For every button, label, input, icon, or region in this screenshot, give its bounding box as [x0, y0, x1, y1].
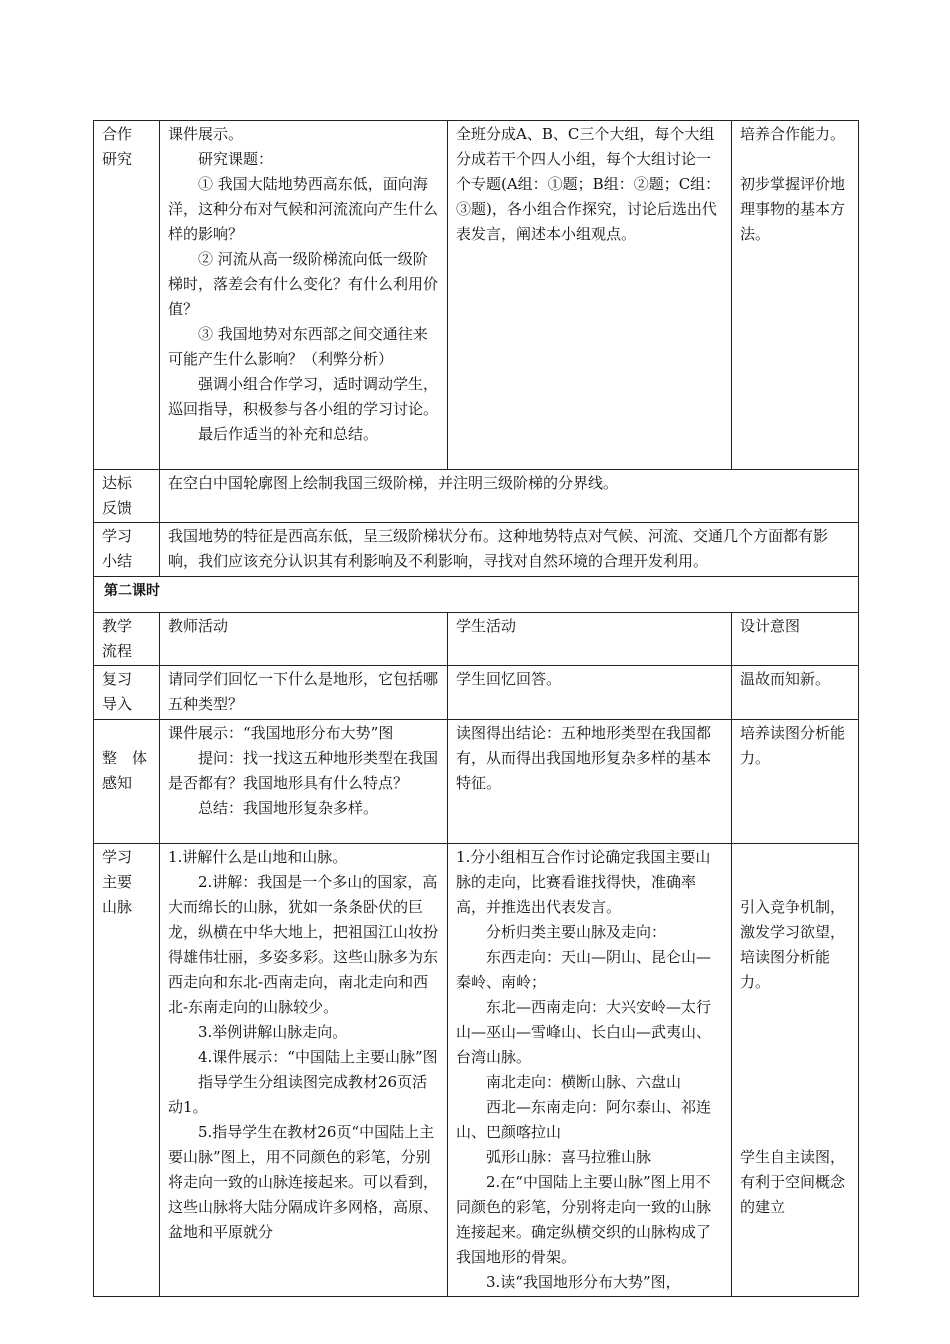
stage-cell — [94, 720, 160, 844]
row-learning-summary — [94, 523, 859, 577]
stage-label-line: 整 体 — [102, 749, 148, 767]
student-line: 弧形山脉：喜马拉雅山脉 — [486, 1148, 652, 1166]
summary-text: 我国地势的特征是西高东低，呈三级阶梯状分布。这种地势特点对气候、河流、交通几个方面都有影响，我们应该充分认识其有利影响及不利影响，寻找对自然环境的合理开发利用。 — [168, 527, 829, 570]
stage-label-line: 合作 — [102, 125, 133, 143]
header-stage-line: 教学 — [102, 617, 133, 635]
student-line: 东西走向：天山—阴山、昆仑山—秦岭、南岭； — [456, 948, 712, 991]
summary-content-cell — [160, 523, 859, 577]
teacher-activity-cell — [160, 121, 448, 470]
stage-label-line: 小结 — [102, 552, 133, 570]
assessment-content-cell — [160, 470, 859, 523]
teacher-line: 课件展示。 — [168, 125, 244, 143]
stage-cell — [94, 470, 160, 523]
stage-label-line: 导入 — [102, 695, 133, 713]
stage-label-line: 山脉 — [102, 898, 133, 916]
student-line: 3.读“我国地形分布大势”图， — [486, 1273, 681, 1291]
teacher-line: 最后作适当的补充和总结。 — [198, 425, 379, 443]
teacher-line: ① 我国大陆地势西高东低，面向海洋，这种分布对气候和河流流向产生什么样的影响？ — [168, 175, 439, 243]
teacher-line: 指导学生分组读图完成教材26页活动1。 — [168, 1073, 428, 1116]
design-intent-cell — [732, 844, 859, 1297]
student-text: 学生回忆回答。 — [456, 670, 562, 688]
intent-line: 初步掌握评价地理事物的基本方法。 — [740, 175, 846, 243]
teacher-line: 1.讲解什么是山地和山脉。 — [168, 848, 348, 866]
student-activity-cell — [448, 720, 732, 844]
section-title-cell — [94, 577, 859, 613]
student-activity-cell — [448, 666, 732, 720]
design-intent-cell — [732, 720, 859, 844]
intent-line: 引入竞争机制，激发学习欲望，培读图分析能力。 — [740, 898, 846, 991]
student-line: 南北走向：横断山脉、六盘山 — [486, 1073, 682, 1091]
section-title: 第二课时 — [104, 583, 160, 599]
row-overall-perception — [94, 720, 859, 844]
row-column-headers — [94, 613, 859, 666]
teacher-activity-cell — [160, 666, 448, 720]
stage-label-line: 复习 — [102, 670, 133, 688]
stage-label-line: 主要 — [102, 873, 133, 891]
row-cooperative-research — [94, 121, 859, 470]
teacher-line: ③ 我国地势对东西部之间交通往来可能产生什么影响？（利弊分析） — [168, 325, 428, 368]
teacher-line: 强调小组合作学习，适时调动学生，巡回指导，积极参与各小组的学习讨论。 — [168, 375, 439, 418]
teacher-line: 5.指导学生在教材26页“中国陆上主要山脉”图上，用不同颜色的彩笔，分别将走向一致的山脉连接起来。可以看到，这些山脉将大陆分隔成许多网格，高原、盆地和平原就分 — [168, 1123, 439, 1241]
row-review-intro — [94, 666, 859, 720]
teacher-text: 请同学们回忆一下什么是地形，它包括哪五种类型？ — [168, 670, 439, 713]
teacher-activity-cell — [160, 720, 448, 844]
row-section-title — [94, 577, 859, 613]
header-stage-cell — [94, 613, 160, 666]
teacher-line: 提问：找一找这五种地形类型在我国是否都有？我国地形具有什么特点？ — [168, 749, 439, 792]
stage-cell — [94, 844, 160, 1297]
stage-label-line: 研究 — [102, 150, 133, 168]
teacher-line: 课件展示：“我国地形分布大势”图 — [168, 724, 394, 742]
header-teacher: 教师活动 — [160, 613, 448, 666]
row-main-mountains — [94, 844, 859, 1297]
stage-label-line: 感知 — [102, 774, 133, 792]
lesson-plan-table — [93, 120, 859, 1297]
stage-label-line: 达标 — [102, 474, 133, 492]
stage-label-line: 反馈 — [102, 499, 133, 517]
header-intent: 设计意图 — [732, 613, 859, 666]
stage-cell — [94, 666, 160, 720]
design-intent-cell — [732, 121, 859, 470]
student-line: 1.分小组相互合作讨论确定我国主要山脉的走向，比赛看谁找得快，准确率高，并推选出代表发言。 — [456, 848, 711, 916]
row-assessment-feedback — [94, 470, 859, 523]
student-activity-cell — [448, 121, 732, 470]
student-text: 全班分成A、B、C三个大组，每个大组分成若干个四人小组，每个大组讨论一个专题(A组：①题；B组：②题；C组：③题)，各小组合作探究，讨论后选出代表发言，阐述本小组观点。 — [456, 125, 721, 243]
header-student: 学生活动 — [448, 613, 732, 666]
design-intent-cell — [732, 666, 859, 720]
teacher-line: 3.举例讲解山脉走向。 — [198, 1023, 348, 1041]
header-stage-line: 流程 — [102, 642, 133, 660]
teacher-line: 4.课件展示：“中国陆上主要山脉”图 — [198, 1048, 438, 1066]
stage-label-line: 学习 — [102, 527, 133, 545]
stage-cell — [94, 523, 160, 577]
student-activity-cell — [448, 844, 732, 1297]
teacher-line: 研究课题： — [198, 150, 274, 168]
teacher-line: ② 河流从高一级阶梯流向低一级阶梯时，落差会有什么变化？有什么利用价值？ — [168, 250, 439, 318]
student-line: 分析归类主要山脉及走向： — [486, 923, 667, 941]
student-line: 2.在“中国陆上主要山脉”图上用不同颜色的彩笔，分别将走向一致的山脉连接起来。确定纵横交织的山脉构成了我国地形的骨架。 — [456, 1173, 712, 1266]
stage-cell — [94, 121, 160, 470]
intent-text: 培养读图分析能力。 — [740, 724, 846, 767]
student-line: 西北—东南走向：阿尔泰山、祁连山、巴颜喀拉山 — [456, 1098, 712, 1141]
teacher-activity-cell — [160, 844, 448, 1297]
teacher-line: 2.讲解：我国是一个多山的国家，高大而绵长的山脉，犹如一条条卧伏的巨龙，纵横在中华大地上，把祖国江山妆扮得雄伟壮丽，多姿多彩。这些山脉多为东西走向和东北-西南走向，南北走向和西北-东南走向的山脉较少。 — [168, 873, 439, 1016]
intent-text: 温故而知新。 — [740, 670, 831, 688]
student-text: 读图得出结论：五种地形类型在我国都有，从而得出我国地形复杂多样的基本特征。 — [456, 724, 712, 792]
teacher-line: 总结：我国地形复杂多样。 — [198, 799, 379, 817]
stage-label-line: 学习 — [102, 848, 133, 866]
intent-line: 培养合作能力。 — [740, 125, 846, 143]
student-line: 东北—西南走向：大兴安岭—太行山—巫山—雪峰山、长白山—武夷山、台湾山脉。 — [456, 998, 712, 1066]
assessment-text: 在空白中国轮廓图上绘制我国三级阶梯，并注明三级阶梯的分界线。 — [168, 474, 619, 492]
intent-line: 学生自主读图，有利于空间概念的建立 — [740, 1148, 846, 1216]
